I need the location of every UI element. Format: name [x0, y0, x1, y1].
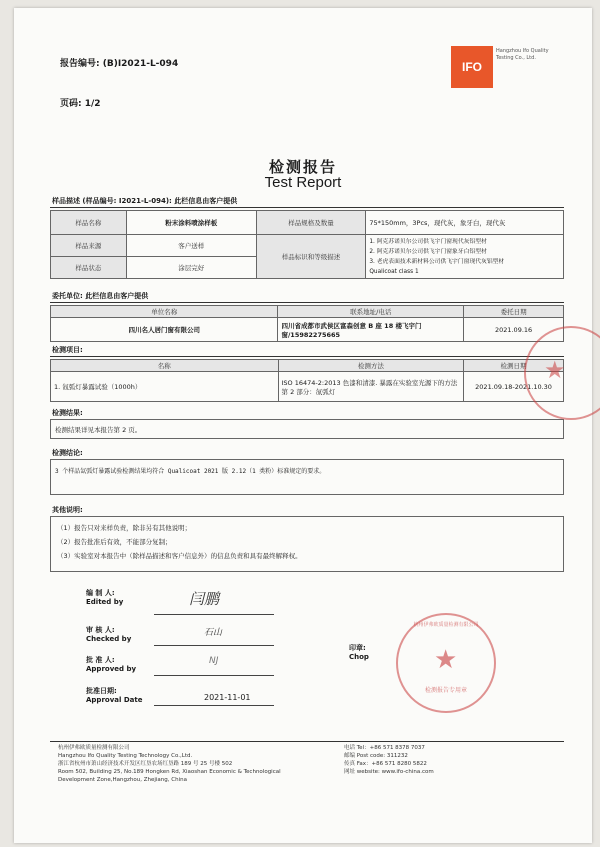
approval-date-label-cn: 批准日期:: [86, 687, 117, 695]
items-row-date: 2021.09.18-2021.10.30: [464, 372, 564, 402]
report-page: [14, 8, 592, 843]
stamp-sub-text: 检测报告专用章: [424, 687, 467, 694]
edited-by-label: [86, 589, 123, 607]
approved-label-cn: 批 准 人:: [86, 656, 115, 664]
chop-label-cn: 印章:: [349, 644, 366, 652]
star-icon: ★: [434, 645, 458, 675]
star-icon: ★: [544, 356, 566, 384]
result-box: [50, 419, 564, 439]
footer-website: 网址 website: www.ifo-china.com: [344, 769, 434, 775]
sample-mark-line: 3. 老虎表面技术新材料公司供飞宇门窗现代灰铝型材: [369, 258, 505, 265]
client-table: [50, 305, 564, 342]
sample-mark-line: 1. 阿克苏诺贝尔公司供飞宇门窗现代灰铝型材: [369, 238, 487, 245]
conclusion-box: [50, 459, 564, 495]
conclusion-section-heading: 检测结论:: [52, 449, 83, 457]
approved-by-label: [86, 656, 136, 674]
items-row-name: 1. 氙弧灯暴露试验（1000h）: [51, 372, 279, 402]
page-number: 页码: 1/2: [60, 99, 101, 109]
items-col-date: 检测日期: [464, 360, 564, 372]
sample-name-value: 粉末涂料喷涂样板: [126, 211, 256, 235]
sample-source-label: 样品来源: [51, 235, 127, 257]
approval-date-label: [86, 687, 142, 705]
report-number: 报告编号: (B)I2021-L-094: [60, 59, 179, 69]
sample-state-label: 样品状态: [51, 257, 127, 279]
approval-date-value: 2021-11-01: [204, 693, 251, 702]
client-name-value: 四川名人居门窗有限公司: [51, 318, 278, 342]
chop-label: [349, 644, 369, 662]
footer-right: [344, 744, 434, 776]
items-row-method: ISO 16474-2:2013 色漆和清漆. 暴露在实验室光源下的方法 第 2 部分：氙弧灯: [278, 372, 464, 402]
company-stamp: [396, 613, 496, 713]
footer-address-en-2: Development Zone,Hangzhou, Zhejiang, China: [58, 777, 187, 783]
footer-address-en: Room 502, Building 25, No.189 Hongken Rd, Xiaoshan Economic & Technological: [58, 769, 281, 775]
logo-subtitle: Hangzhou Ifo Quality Testing Co., Ltd.: [496, 48, 549, 61]
sample-section-heading: 样品描述 (样品编号: I2021-L-094): 此栏信息由客户提供: [52, 197, 238, 205]
result-section-heading: 检测结果:: [52, 409, 83, 417]
checked-label-en: Checked by: [86, 635, 132, 643]
footer-fax: 传真 Fax：+86 571 8280 5822: [344, 761, 427, 767]
ifo-logo: IFO: [451, 46, 493, 88]
sample-source-value: 客户送样: [126, 235, 256, 257]
footer-tel: 电话 Tel：+86 571 8378 7037: [344, 745, 425, 751]
items-col-name: 名称: [51, 360, 279, 372]
sample-mark-line: 2. 阿克苏诺贝尔公司供飞宇门窗象牙白铝型材: [369, 248, 487, 255]
note-line: （3）实验室对本报告中（除样品描述和客户信息外）的信息负责和具有最终解释权。: [57, 552, 302, 560]
client-addr-label: 联系地址/电话: [278, 306, 464, 318]
sample-state-value: 涂层完好: [126, 257, 256, 279]
note-line: （1）报告只对来样负责，除非另有其他说明；: [57, 524, 192, 532]
stamp-text: 杭州伊弗欧质量检测有限公司: [413, 622, 479, 628]
conclusion-text: 3 个样品氙弧灯暴露试验检测结果均符合 Qualicoat 2021 版 2.12（1 类粉）标准规定的要求。: [55, 468, 326, 475]
items-section-heading: 检测项目:: [52, 346, 83, 354]
edited-label-cn: 编 制 人:: [86, 589, 115, 597]
note-line: （2）报告批准后有效，不能部分复制；: [57, 538, 172, 546]
items-table: [50, 359, 564, 402]
sample-mark-label: 样品标识和等级描述: [256, 235, 366, 279]
title-cn: 检测报告: [268, 158, 337, 176]
approval-date-label-en: Approval Date: [86, 696, 143, 704]
sample-table: [50, 210, 564, 279]
sample-spec-label: 样品规格及数量: [256, 211, 366, 235]
notes-box: [50, 516, 564, 572]
footer-company-en: Hangzhou Ifo Quality Testing Technology Co.,Ltd.: [58, 753, 193, 759]
client-addr-value: 四川省成都市武侯区富森创意 B 座 18 楼飞宇门窗/15982275665: [278, 318, 464, 342]
client-date-label: 委托日期: [464, 306, 564, 318]
edited-label-en: Edited by: [86, 598, 124, 606]
footer-company-cn: 杭州伊弗欧质量检测有限公司: [58, 745, 130, 751]
approved-signature: NJ: [209, 656, 219, 666]
sample-mark-line: Qualicoat class 1: [369, 268, 419, 275]
footer-left: [58, 744, 281, 784]
client-date-value: 2021.09.16: [464, 318, 564, 342]
sample-mark-list: [366, 235, 564, 279]
chop-label-en: Chop: [349, 653, 369, 661]
result-text: 检测结果详见本报告第 2 页。: [55, 426, 142, 434]
client-name-label: 单位名称: [51, 306, 278, 318]
checked-signature: 石山: [204, 628, 223, 638]
sample-spec-value: 75*150mm，3Pcs，现代灰，象牙白，现代灰: [366, 211, 564, 235]
notes-section-heading: 其他说明:: [52, 506, 83, 514]
client-section-heading: 委托单位: 此栏信息由客户提供: [52, 292, 149, 300]
checked-label-cn: 审 核 人:: [86, 626, 115, 634]
items-col-method: 检测方法: [278, 360, 464, 372]
approved-label-en: Approved by: [86, 665, 137, 673]
footer-postcode: 邮编 Post code: 311232: [344, 753, 408, 759]
edited-signature: 闫鹏: [189, 590, 220, 608]
checked-by-label: [86, 626, 131, 644]
sample-name-label: 样品名称: [51, 211, 127, 235]
title-en: Test Report: [264, 174, 342, 191]
footer-address-cn: 浙江省杭州市萧山经济技术开发区红垦农场红垦路 189 号 25 号楼 502: [58, 761, 233, 767]
